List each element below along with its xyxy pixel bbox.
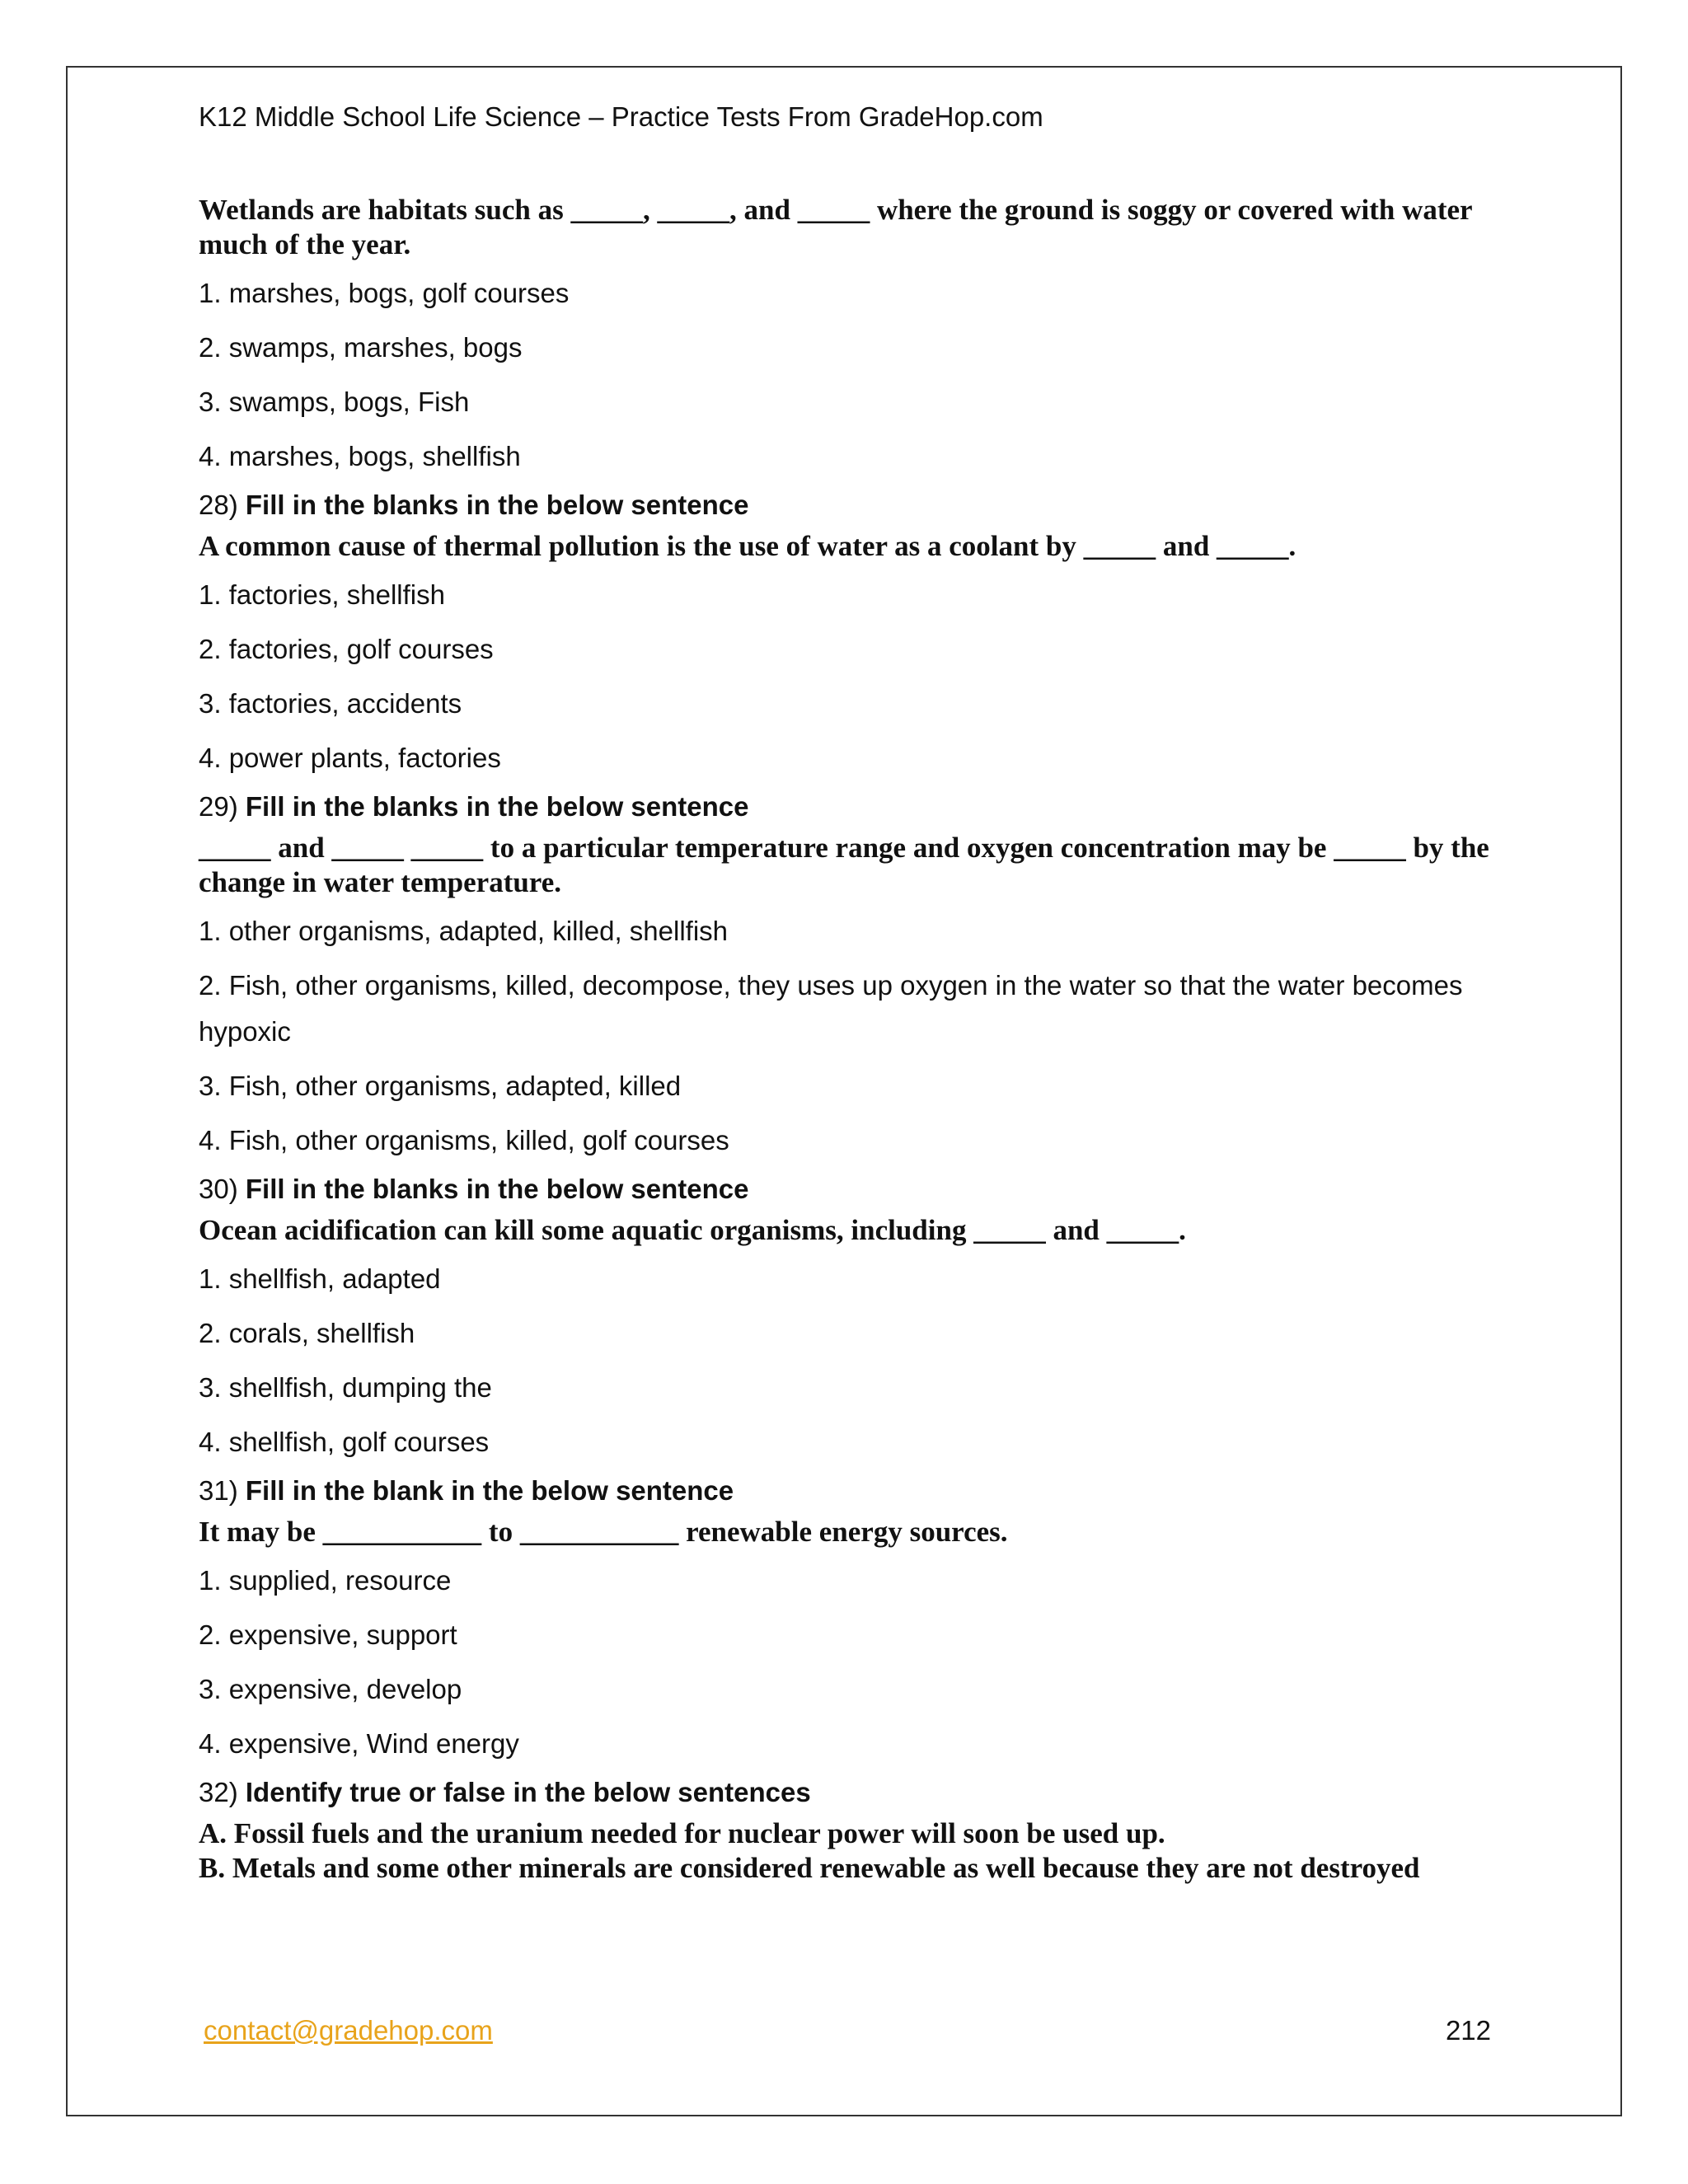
answer-option: 2. Fish, other organisms, killed, decompose, they uses up oxygen in the water so that the water becomes hypoxic: [199, 970, 1463, 1047]
answer-option: 3. expensive, develop: [199, 1674, 462, 1704]
answer-option: 3. Fish, other organisms, adapted, killed: [199, 1071, 682, 1101]
question-instruction: Fill in the blanks in the below sentence: [245, 1174, 749, 1204]
answer-option: 2. expensive, support: [199, 1619, 457, 1650]
statement: A. Fossil fuels and the uranium needed for nuclear power will soon be used up.: [199, 1817, 1165, 1849]
question-instruction: Fill in the blanks in the below sentence: [245, 791, 749, 822]
question-prompt: [199, 1775, 1501, 1810]
question-instruction: Fill in the blank in the below sentence: [245, 1475, 734, 1506]
question-stem: A common cause of thermal pollution is the use of water as a coolant by _____ and _____.: [199, 530, 1296, 562]
statement: B. Metals and some other minerals are considered renewable as well because they are not destroyed: [199, 1852, 1420, 1884]
contact-email-link[interactable]: contact@gradehop.com: [204, 2015, 493, 2046]
question-prompt: [199, 1474, 1501, 1508]
question-number: 32): [199, 1777, 238, 1807]
answer-option: 1. marshes, bogs, golf courses: [199, 278, 570, 308]
question-number: 30): [199, 1174, 238, 1204]
answer-option: 3. factories, accidents: [199, 688, 462, 719]
question-stem: Ocean acidification can kill some aquatic organisms, including _____ and _____.: [199, 1214, 1186, 1246]
answer-option: 1. shellfish, adapted: [199, 1263, 441, 1294]
answer-option: 4. Fish, other organisms, killed, golf courses: [199, 1125, 729, 1155]
page-number: 212: [1445, 2015, 1491, 2046]
question-instruction: Fill in the blanks in the below sentence: [245, 490, 749, 520]
question-block: [199, 1775, 1501, 1886]
running-header: K12 Middle School Life Science – Practice Tests From GradeHop.com: [199, 101, 1043, 132]
question-block: [199, 1474, 1501, 1767]
question-stem: _____ and _____ _____ to a particular temperature range and oxygen concentration may be _____ by the change in water temperature.: [199, 832, 1489, 898]
question-number: 28): [199, 490, 238, 520]
answer-option: 1. supplied, resource: [199, 1565, 452, 1596]
answer-option: 4. marshes, bogs, shellfish: [199, 441, 521, 471]
answer-option: 2. corals, shellfish: [199, 1318, 415, 1348]
question-number: 29): [199, 791, 238, 822]
question-stem: Wetlands are habitats such as _____, _____, and _____ where the ground is soggy or covered with water much of the year.: [199, 194, 1472, 260]
page-content: [199, 97, 1501, 1886]
answer-option: 2. factories, golf courses: [199, 634, 494, 664]
answer-option: 3. swamps, bogs, Fish: [199, 387, 470, 417]
question-block: [199, 193, 1501, 480]
question-block: [199, 488, 1501, 781]
question-instruction: Identify true or false in the below sentences: [245, 1777, 811, 1807]
question-prompt: [199, 790, 1501, 824]
question-stem: It may be ___________ to ___________ renewable energy sources.: [199, 1516, 1008, 1548]
question-number: 31): [199, 1475, 238, 1506]
answer-option: 4. power plants, factories: [199, 743, 501, 773]
answer-option: 3. shellfish, dumping the: [199, 1372, 492, 1403]
question-block: [199, 1172, 1501, 1465]
answer-option: 1. other organisms, adapted, killed, shellfish: [199, 916, 729, 946]
answer-option: 4. shellfish, golf courses: [199, 1427, 490, 1457]
question-prompt: [199, 488, 1501, 523]
question-prompt: [199, 1172, 1501, 1207]
answer-option: 1. factories, shellfish: [199, 579, 445, 610]
answer-option: 2. swamps, marshes, bogs: [199, 332, 523, 363]
page-footer: [204, 2011, 1491, 2050]
answer-option: 4. expensive, Wind energy: [199, 1728, 519, 1759]
question-block: [199, 790, 1501, 1164]
